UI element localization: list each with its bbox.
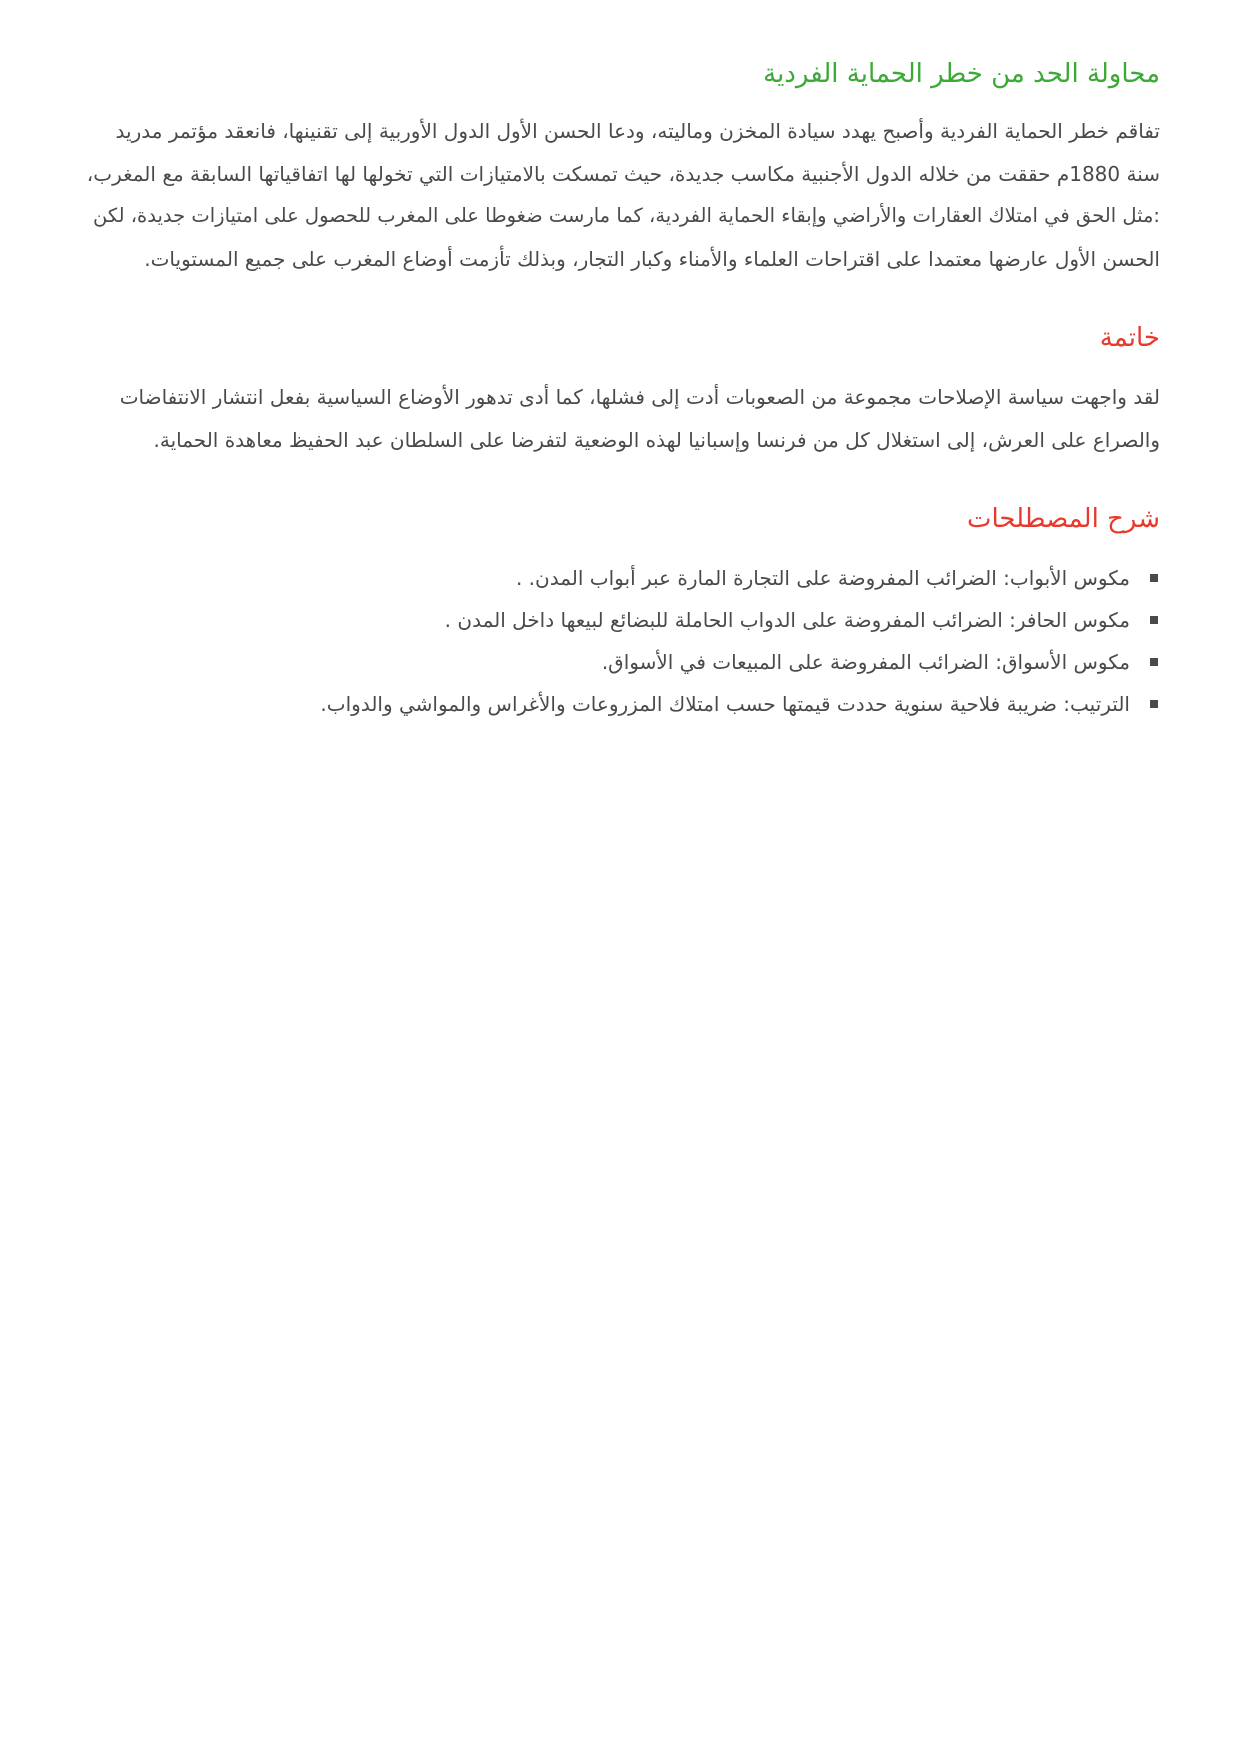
paragraph-line: لقد واجهت سياسة الإصلاحات مجموعة من الصعوبات أدت إلى فشلها، كما أدى تدهور الأوضاع السياسية بفعل انتشار الانتفاضات: [119, 385, 1160, 409]
glossary-item-text: الترتيب: ضريبة فلاحية سنوية حددت قيمتها حسب امتلاك المزروعات والأغراس والمواشي والدواب.: [320, 692, 1130, 716]
section-title-individual-protection: محاولة الحد من خطر الحماية الفردية: [763, 59, 1160, 89]
glossary-item: [78, 557, 1160, 599]
glossary-item: [78, 641, 1160, 683]
square-bullet-icon: [1150, 616, 1158, 624]
glossary-item-text: مكوس الحافر: الضرائب المفروضة على الدواب الحاملة للبضائع لبيعها داخل المدن .: [444, 608, 1130, 632]
paragraph-line: الحسن الأول عارضها معتمدا على اقتراحات العلماء والأمناء وكبار التجار، وبذلك تأزمت أوضاع المغرب على جميع المستويات.: [144, 246, 1160, 271]
glossary-item-text: مكوس الأبواب: الضرائب المفروضة على التجارة المارة عبر أبواب المدن. .: [515, 566, 1130, 590]
paragraph-line: سنة 1880م حققت من خلاله الدول الأجنبية مكاسب جديدة، حيث تمسكت بالامتيازات التي تخولها لها اتفاقياتها السابقة مع المغرب،: [86, 161, 1160, 186]
square-bullet-icon: [1150, 700, 1158, 708]
paragraph-line: تفاقم خطر الحماية الفردية وأصبح يهدد سيادة المخزن وماليته، ودعا الحسن الأول الدول الأوربية إلى تقنينها، فانعقد مؤتمر مدريد: [115, 119, 1160, 143]
square-bullet-icon: [1150, 574, 1158, 582]
section-title-conclusion: خاتمة: [1099, 323, 1160, 353]
section-paragraph-individual-protection: [78, 110, 1160, 280]
glossary-item-text: مكوس الأسواق: الضرائب المفروضة على المبيعات في الأسواق.: [601, 650, 1130, 674]
section-paragraph-conclusion: [78, 376, 1160, 461]
paragraph-line: والصراع على العرش، إلى استغلال كل من فرنسا وإسبانيا لهذه الوضعية لتفرضا على السلطان عبد الحفيظ معاهدة الحماية.: [153, 427, 1160, 452]
glossary-item: [78, 599, 1160, 641]
square-bullet-icon: [1150, 658, 1158, 666]
glossary-list: [78, 557, 1160, 725]
section-title-glossary: شرح المصطلحات: [966, 504, 1160, 534]
glossary-item: [78, 683, 1160, 725]
paragraph-line: :مثل الحق في امتلاك العقارات والأراضي وإبقاء الحماية الفردية، كما مارست ضغوطا على المغرب للحصول على امتيازات جديدة، لكن: [92, 204, 1160, 227]
